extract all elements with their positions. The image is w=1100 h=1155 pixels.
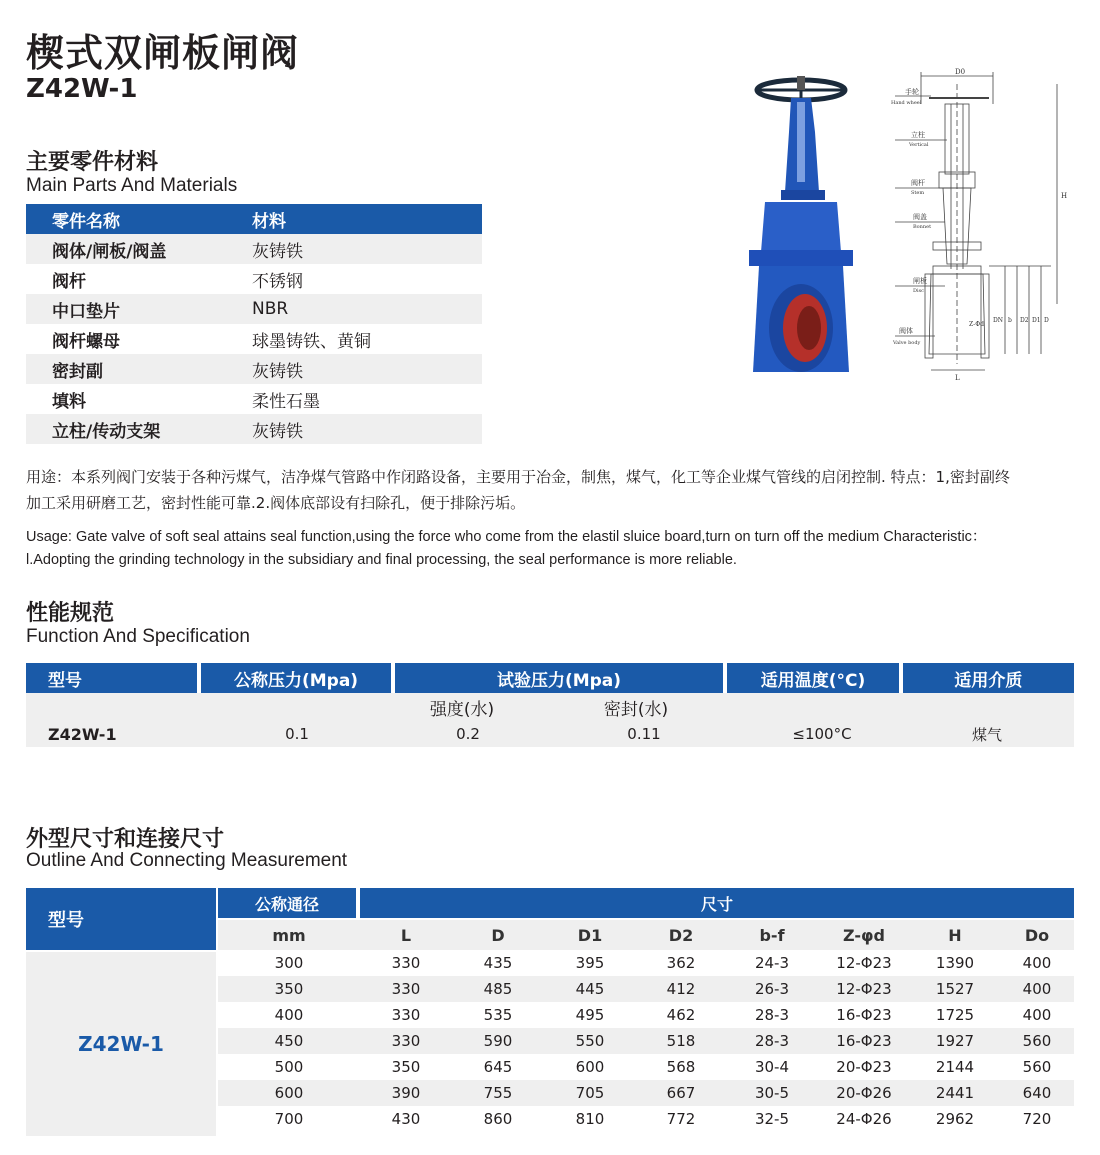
part-material: 灰铸铁 [252,241,303,262]
usage-en-line2: l.Adopting the grinding technology in the subsidiary and final processing, the seal performance is more reliable. [26,552,737,568]
table-cell: 450 [274,1032,304,1050]
table-cell: 28-3 [754,1032,790,1050]
table-row [218,1028,1074,1054]
model-number: Z42W-1 [26,74,138,104]
table-cell: 16-Φ23 [836,1006,892,1024]
table-cell: 590 [483,1032,513,1050]
dim-h: H [1061,192,1068,200]
page-title: 楔式双闸板闸阀 [26,31,300,75]
col-d1: D1 [577,925,603,945]
outline-data-area [218,888,1074,1132]
valve-photo [745,72,855,384]
col-h: H [948,925,962,945]
table-cell: 485 [483,980,513,998]
parts-row [26,294,482,324]
spec-temperature-value: ≤100°C [792,725,852,743]
dim-do: D0 [955,68,966,76]
spec-sub-strength: 强度(水) [429,699,495,720]
outline-title-cn: 外型尺寸和连接尺寸 [26,827,225,852]
label-handwheel-cn: 手轮 [905,88,919,96]
table-cell: 495 [575,1006,605,1024]
table-cell: 395 [575,954,605,972]
label-disc-cn: 闸板 [913,277,927,285]
table-cell: 550 [575,1032,605,1050]
table-cell: 26-3 [754,980,790,998]
spec-model: Z42W-1 [48,724,117,744]
spec-header-test-pressure: 试验压力(Mpa) [395,663,724,693]
spec-strength-value: 0.2 [456,725,480,743]
table-cell: 755 [483,1084,513,1102]
outline-header-row [218,888,1074,918]
part-material: 不锈钢 [252,271,303,292]
table-cell: 28-3 [754,1006,790,1024]
part-material: 球墨铸铁、黄铜 [252,331,371,352]
table-cell: 330 [391,1032,421,1050]
dim-d1: D1 [1032,317,1041,324]
table-cell: 720 [1022,1110,1052,1128]
table-cell: 435 [483,954,513,972]
spec-data-row [26,721,1074,747]
outline-title-en: Outline And Connecting Measurement [26,850,348,871]
table-cell: 20-Φ23 [836,1058,892,1076]
table-cell: 350 [391,1058,421,1076]
part-material: 柔性石墨 [252,391,320,412]
part-name: 阀杆螺母 [52,331,120,352]
table-row [218,950,1074,976]
part-name: 阀杆 [52,271,86,292]
table-cell: 24-Φ26 [836,1110,892,1128]
table-cell: 705 [575,1084,605,1102]
part-name: 填料 [52,391,86,412]
label-stem-cn: 阀杆 [911,179,925,187]
table-row [218,1054,1074,1080]
table-cell: 1927 [935,1032,975,1050]
usage-cn-line1: 用途：本系列阀门安装于各种污煤气，洁净煤气管路中作闭路设备，主要用于冶金，制焦，煤气，化工等企业煤气管线的启闭控制. 特点：1,密封副终 [26,468,1010,486]
table-row [218,976,1074,1002]
spec-sub-seal: 密封(水) [603,699,669,720]
table-cell: 350 [274,980,304,998]
table-cell: 600 [575,1058,605,1076]
table-cell: 30-4 [754,1058,790,1076]
table-cell: 700 [274,1110,304,1128]
table-row [218,1080,1074,1106]
outline-header-dn: 公称通径 [218,888,356,918]
table-cell: 560 [1022,1032,1052,1050]
table-cell: 20-Φ26 [836,1084,892,1102]
dim-b: b [1008,317,1012,324]
table-cell: 2441 [935,1084,975,1102]
dim-d2: D2 [1020,317,1029,324]
label-bonnet-en: Bonnet [913,224,932,230]
table-cell: 30-5 [754,1084,790,1102]
table-cell: 810 [575,1110,605,1128]
table-cell: 330 [391,1006,421,1024]
outline-rows [218,950,1074,1132]
parts-title-en: Main Parts And Materials [26,175,238,196]
spec-nominal-pressure: 0.1 [285,725,309,743]
spec-header-model: 型号 [26,663,197,693]
table-cell: 430 [391,1110,421,1128]
table-row [218,1106,1074,1132]
spec-seal-value: 0.11 [627,725,661,743]
table-row [218,1002,1074,1028]
outline-header-model: 型号 [26,888,216,950]
parts-header-material: 材料 [252,211,286,232]
spec-header-row [26,663,1074,693]
col-d: D [491,925,505,945]
table-cell: 445 [575,980,605,998]
usage-cn-line2: 加工采用研磨工艺，密封性能可靠.2.阀体底部设有扫除孔，便于排除污垢。 [26,494,526,512]
dim-zphid: Z-Φd [969,321,984,328]
parts-header-row [26,204,482,234]
table-cell: 518 [666,1032,696,1050]
table-cell: 560 [1022,1058,1052,1076]
table-cell: 400 [1022,954,1052,972]
table-cell: 600 [274,1084,304,1102]
label-vertical-en: Vertical [909,142,929,148]
parts-row [26,354,482,384]
table-cell: 12-Φ23 [836,980,892,998]
table-cell: 645 [483,1058,513,1076]
outline-header-size: 尺寸 [360,888,1074,918]
col-zphid: Z-φd [843,925,885,945]
parts-row [26,414,482,444]
table-cell: 568 [666,1058,696,1076]
spec-sub-row [26,693,1074,721]
table-cell: 772 [666,1110,696,1128]
parts-row [26,324,482,354]
parts-title-cn: 主要零件材料 [26,150,159,175]
label-disc-en: Disc [913,288,924,294]
col-d2: D2 [668,925,694,945]
outline-model: Z42W-1 [26,952,216,1136]
table-cell: 400 [1022,980,1052,998]
table-cell: 330 [391,954,421,972]
spec-title-cn: 性能规范 [26,601,115,626]
part-material: 灰铸铁 [252,421,303,442]
label-stem-en: Stem [911,190,925,196]
table-cell: 16-Φ23 [836,1032,892,1050]
usage-en-line1: Usage: Gate valve of soft seal attains seal function,using the force who come from the elastil sluice board,turn on turn off the medium Characteristic： [26,529,987,545]
parts-row [26,384,482,414]
table-cell: 390 [391,1084,421,1102]
dim-dn: DN [993,317,1004,324]
spec-medium-value: 煤气 [971,725,1002,744]
table-cell: 640 [1022,1084,1052,1102]
table-cell: 330 [391,980,421,998]
table-cell: 400 [1022,1006,1052,1024]
table-cell: 462 [666,1006,696,1024]
col-bf: b-f [759,925,785,945]
table-cell: 12-Φ23 [836,954,892,972]
table-cell: 24-3 [754,954,790,972]
col-l: L [400,925,412,945]
valve-technical-drawing [885,64,1085,386]
table-cell: 667 [666,1084,696,1102]
table-cell: 500 [274,1058,304,1076]
parts-row [26,234,482,264]
table-cell: 412 [666,980,696,998]
table-cell: 860 [483,1110,513,1128]
label-bonnet-cn: 阀盖 [913,213,927,221]
table-cell: 362 [666,954,696,972]
dim-l: L [955,374,960,382]
parts-header-name: 零件名称 [52,211,120,232]
col-do: Do [1024,925,1050,945]
spec-header-temperature: 适用温度(°C) [727,663,898,693]
label-handwheel-en: Hand wheel [891,100,922,106]
label-body-cn: 阀体 [899,327,913,335]
table-cell: 1725 [935,1006,975,1024]
part-name: 中口垫片 [52,301,120,322]
table-cell: 2144 [935,1058,975,1076]
outline-columns-row [218,920,1074,950]
part-name: 阀体/闸板/阀盖 [52,241,167,262]
label-vertical-cn: 立柱 [911,131,925,139]
table-cell: 1390 [935,954,975,972]
spec-header-nominal-pressure: 公称压力(Mpa) [201,663,390,693]
table-cell: 32-5 [754,1110,790,1128]
part-material: NBR [252,299,289,319]
table-cell: 400 [274,1006,304,1024]
parts-table [26,204,482,444]
spec-title-en: Function And Specification [26,626,250,647]
table-cell: 535 [483,1006,513,1024]
part-material: 灰铸铁 [252,361,303,382]
table-cell: 1527 [935,980,975,998]
dim-d: D [1044,317,1049,324]
outline-model-column [26,888,216,1136]
col-mm: mm [272,925,306,945]
label-body-en: Valve body [893,340,921,346]
spec-table [26,663,1074,747]
parts-row [26,264,482,294]
table-cell: 2962 [935,1110,975,1128]
part-name: 立柱/传动支架 [52,421,161,442]
part-name: 密封副 [52,361,103,382]
spec-header-medium: 适用介质 [903,663,1074,693]
table-cell: 300 [274,954,304,972]
